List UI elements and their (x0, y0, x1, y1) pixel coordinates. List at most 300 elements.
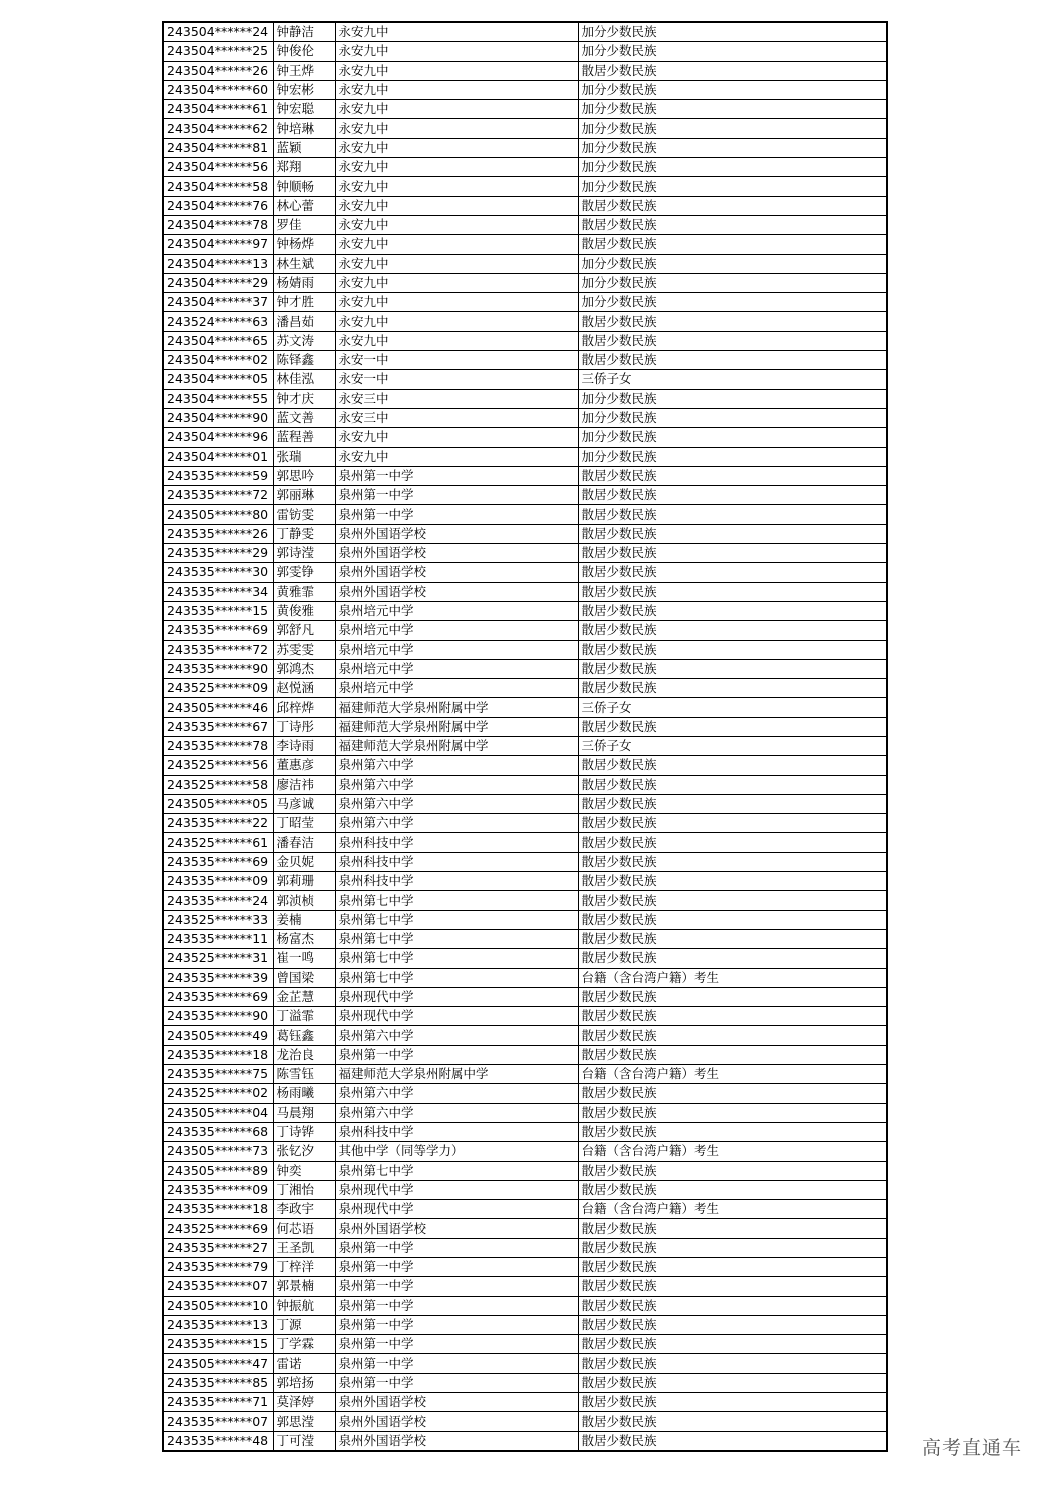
school-cell: 泉州外国语学校 (335, 544, 578, 563)
name-cell: 莫泽婷 (273, 1393, 335, 1412)
table-row (163, 1161, 887, 1180)
candidate-id-cell: 243535******90 (163, 659, 273, 678)
school-cell: 福建师范大学泉州附属中学 (335, 1065, 578, 1084)
table-row (163, 196, 887, 215)
candidate-table-body (163, 22, 887, 1451)
school-cell: 泉州第六中学 (335, 794, 578, 813)
candidate-id-cell: 243504******05 (163, 370, 273, 389)
category-cell: 散居少数民族 (578, 872, 887, 891)
name-cell: 钟杨烨 (273, 235, 335, 254)
table-row (163, 891, 887, 910)
school-cell: 永安九中 (335, 215, 578, 234)
candidate-id-cell: 243535******15 (163, 601, 273, 620)
name-cell: 郭培扬 (273, 1373, 335, 1392)
candidate-id-cell: 243504******96 (163, 428, 273, 447)
school-cell: 永安九中 (335, 80, 578, 99)
name-cell: 丁溢霏 (273, 1007, 335, 1026)
table-row (163, 100, 887, 119)
category-cell: 散居少数民族 (578, 756, 887, 775)
table-row (163, 351, 887, 370)
category-cell: 散居少数民族 (578, 1084, 887, 1103)
name-cell: 钟静洁 (273, 22, 335, 42)
table-row (163, 1431, 887, 1451)
candidate-id-cell: 243504******61 (163, 100, 273, 119)
school-cell: 泉州外国语学校 (335, 582, 578, 601)
candidate-id-cell: 243505******73 (163, 1142, 273, 1161)
name-cell: 雷钫雯 (273, 505, 335, 524)
name-cell: 葛钰鑫 (273, 1026, 335, 1045)
school-cell: 泉州培元中学 (335, 659, 578, 678)
table-row (163, 1373, 887, 1392)
school-cell: 泉州第一中学 (335, 505, 578, 524)
school-cell: 泉州第七中学 (335, 929, 578, 948)
category-cell: 加分少数民族 (578, 80, 887, 99)
name-cell: 郭浈桢 (273, 891, 335, 910)
name-cell: 郭舒凡 (273, 621, 335, 640)
table-row (163, 1180, 887, 1199)
table-row (163, 929, 887, 948)
candidate-id-cell: 243504******78 (163, 215, 273, 234)
school-cell: 永安一中 (335, 351, 578, 370)
candidate-id-cell: 243535******07 (163, 1412, 273, 1431)
candidate-id-cell: 243505******89 (163, 1161, 273, 1180)
school-cell: 福建师范大学泉州附属中学 (335, 736, 578, 755)
name-cell: 丁诗铧 (273, 1122, 335, 1141)
category-cell: 散居少数民族 (578, 794, 887, 813)
category-cell: 加分少数民族 (578, 254, 887, 273)
school-cell: 永安三中 (335, 389, 578, 408)
table-row (163, 312, 887, 331)
school-cell: 泉州第一中学 (335, 466, 578, 485)
name-cell: 黄俊雅 (273, 601, 335, 620)
candidate-id-cell: 243535******09 (163, 872, 273, 891)
table-row (163, 717, 887, 736)
name-cell: 钟俊伦 (273, 42, 335, 61)
candidate-id-cell: 243535******72 (163, 486, 273, 505)
name-cell: 钟奕 (273, 1161, 335, 1180)
table-row (163, 1142, 887, 1161)
name-cell: 郭雯铮 (273, 563, 335, 582)
table-row (163, 1296, 887, 1315)
category-cell: 散居少数民族 (578, 1431, 887, 1451)
candidate-id-cell: 243504******26 (163, 61, 273, 80)
school-cell: 泉州第七中学 (335, 968, 578, 987)
category-cell: 散居少数民族 (578, 524, 887, 543)
school-cell: 泉州第六中学 (335, 1103, 578, 1122)
name-cell: 李诗雨 (273, 736, 335, 755)
candidate-id-cell: 243505******05 (163, 794, 273, 813)
table-row (163, 119, 887, 138)
candidate-id-cell: 243535******09 (163, 1180, 273, 1199)
category-cell: 散居少数民族 (578, 775, 887, 794)
name-cell: 钟宏彬 (273, 80, 335, 99)
school-cell: 泉州第一中学 (335, 1354, 578, 1373)
table-row (163, 1393, 887, 1412)
candidate-id-cell: 243505******47 (163, 1354, 273, 1373)
category-cell: 散居少数民族 (578, 1412, 887, 1431)
table-row (163, 814, 887, 833)
candidate-id-cell: 243504******55 (163, 389, 273, 408)
category-cell: 加分少数民族 (578, 22, 887, 42)
name-cell: 杨富杰 (273, 929, 335, 948)
table-row (163, 1335, 887, 1354)
candidate-id-cell: 243504******97 (163, 235, 273, 254)
name-cell: 龙治良 (273, 1045, 335, 1064)
candidate-id-cell: 243504******29 (163, 273, 273, 292)
table-row (163, 331, 887, 350)
category-cell: 三侨子女 (578, 370, 887, 389)
name-cell: 马彦诚 (273, 794, 335, 813)
school-cell: 泉州第一中学 (335, 486, 578, 505)
table-row (163, 447, 887, 466)
name-cell: 郭景楠 (273, 1277, 335, 1296)
name-cell: 丁源 (273, 1315, 335, 1334)
name-cell: 钟培琳 (273, 119, 335, 138)
category-cell: 散居少数民族 (578, 312, 887, 331)
candidate-id-cell: 243525******33 (163, 910, 273, 929)
category-cell: 台籍（含台湾户籍）考生 (578, 1200, 887, 1219)
category-cell: 散居少数民族 (578, 1045, 887, 1064)
table-row (163, 968, 887, 987)
name-cell: 董惠彦 (273, 756, 335, 775)
category-cell: 三侨子女 (578, 698, 887, 717)
school-cell: 福建师范大学泉州附属中学 (335, 717, 578, 736)
category-cell: 散居少数民族 (578, 1373, 887, 1392)
name-cell: 罗佳 (273, 215, 335, 234)
school-cell: 泉州第一中学 (335, 1277, 578, 1296)
table-row (163, 1026, 887, 1045)
table-row (163, 736, 887, 755)
table-row (163, 486, 887, 505)
table-row (163, 389, 887, 408)
table-row (163, 1045, 887, 1064)
name-cell: 蓝程善 (273, 428, 335, 447)
candidate-id-cell: 243535******39 (163, 968, 273, 987)
category-cell: 散居少数民族 (578, 987, 887, 1006)
school-cell: 泉州第六中学 (335, 1084, 578, 1103)
name-cell: 赵悦涵 (273, 679, 335, 698)
table-row (163, 1277, 887, 1296)
table-row (163, 544, 887, 563)
school-cell: 泉州第六中学 (335, 756, 578, 775)
candidate-id-cell: 243505******49 (163, 1026, 273, 1045)
category-cell: 散居少数民族 (578, 949, 887, 968)
name-cell: 丁静雯 (273, 524, 335, 543)
school-cell: 永安九中 (335, 22, 578, 42)
name-cell: 郭鸿杰 (273, 659, 335, 678)
category-cell: 散居少数民族 (578, 679, 887, 698)
name-cell: 丁诗彤 (273, 717, 335, 736)
table-row (163, 640, 887, 659)
category-cell: 散居少数民族 (578, 196, 887, 215)
candidate-id-cell: 243525******69 (163, 1219, 273, 1238)
name-cell: 钟才胜 (273, 293, 335, 312)
category-cell: 散居少数民族 (578, 1296, 887, 1315)
school-cell: 泉州科技中学 (335, 833, 578, 852)
candidate-id-cell: 243535******13 (163, 1315, 273, 1334)
category-cell: 散居少数民族 (578, 1277, 887, 1296)
category-cell: 三侨子女 (578, 736, 887, 755)
school-cell: 泉州第一中学 (335, 1238, 578, 1257)
name-cell: 郑翔 (273, 158, 335, 177)
table-row (163, 621, 887, 640)
name-cell: 金贝妮 (273, 852, 335, 871)
candidate-id-cell: 243535******18 (163, 1200, 273, 1219)
name-cell: 钟王烨 (273, 61, 335, 80)
school-cell: 永安九中 (335, 312, 578, 331)
name-cell: 钟宏聪 (273, 100, 335, 119)
name-cell: 蓝颖 (273, 138, 335, 157)
category-cell: 散居少数民族 (578, 929, 887, 948)
candidate-id-cell: 243504******24 (163, 22, 273, 42)
candidate-id-cell: 243535******26 (163, 524, 273, 543)
category-cell: 散居少数民族 (578, 215, 887, 234)
category-cell: 加分少数民族 (578, 177, 887, 196)
candidate-id-cell: 243535******68 (163, 1122, 273, 1141)
school-cell: 泉州培元中学 (335, 640, 578, 659)
table-row (163, 370, 887, 389)
table-row (163, 1238, 887, 1257)
name-cell: 潘春洁 (273, 833, 335, 852)
candidate-id-cell: 243504******60 (163, 80, 273, 99)
table-row (163, 987, 887, 1006)
table-row (163, 1122, 887, 1141)
candidate-id-cell: 243535******72 (163, 640, 273, 659)
category-cell: 散居少数民族 (578, 1103, 887, 1122)
name-cell: 张瑞 (273, 447, 335, 466)
name-cell: 林心蕾 (273, 196, 335, 215)
school-cell: 泉州第六中学 (335, 775, 578, 794)
table-row (163, 949, 887, 968)
category-cell: 加分少数民族 (578, 408, 887, 427)
table-row (163, 428, 887, 447)
candidate-id-cell: 243535******75 (163, 1065, 273, 1084)
category-cell: 散居少数民族 (578, 621, 887, 640)
candidate-id-cell: 243535******30 (163, 563, 273, 582)
category-cell: 散居少数民族 (578, 235, 887, 254)
school-cell: 永安九中 (335, 254, 578, 273)
table-row (163, 1354, 887, 1373)
category-cell: 散居少数民族 (578, 814, 887, 833)
name-cell: 丁昭莹 (273, 814, 335, 833)
name-cell: 郭诗滢 (273, 544, 335, 563)
candidate-table (162, 21, 888, 1452)
name-cell: 马晨翔 (273, 1103, 335, 1122)
table-row (163, 679, 887, 698)
candidate-id-cell: 243504******58 (163, 177, 273, 196)
table-row (163, 158, 887, 177)
school-cell: 永安九中 (335, 158, 578, 177)
school-cell: 泉州第一中学 (335, 1258, 578, 1277)
category-cell: 散居少数民族 (578, 659, 887, 678)
candidate-id-cell: 243535******15 (163, 1335, 273, 1354)
school-cell: 泉州外国语学校 (335, 1431, 578, 1451)
name-cell: 苏文涛 (273, 331, 335, 350)
school-cell: 永安九中 (335, 447, 578, 466)
school-cell: 永安九中 (335, 331, 578, 350)
category-cell: 加分少数民族 (578, 389, 887, 408)
candidate-id-cell: 243505******80 (163, 505, 273, 524)
school-cell: 永安九中 (335, 235, 578, 254)
school-cell: 永安九中 (335, 100, 578, 119)
table-row (163, 794, 887, 813)
table-row (163, 254, 887, 273)
candidate-id-cell: 243525******02 (163, 1084, 273, 1103)
category-cell: 台籍（含台湾户籍）考生 (578, 968, 887, 987)
table-row (163, 466, 887, 485)
school-cell: 泉州外国语学校 (335, 1412, 578, 1431)
school-cell: 泉州第一中学 (335, 1296, 578, 1315)
table-row (163, 698, 887, 717)
candidate-id-cell: 243535******48 (163, 1431, 273, 1451)
category-cell: 散居少数民族 (578, 640, 887, 659)
name-cell: 陈铎鑫 (273, 351, 335, 370)
name-cell: 钟振航 (273, 1296, 335, 1315)
candidate-id-cell: 243535******11 (163, 929, 273, 948)
school-cell: 永安九中 (335, 138, 578, 157)
category-cell: 散居少数民族 (578, 910, 887, 929)
name-cell: 林佳泓 (273, 370, 335, 389)
table-row (163, 1219, 887, 1238)
category-cell: 散居少数民族 (578, 466, 887, 485)
name-cell: 丁湘怡 (273, 1180, 335, 1199)
category-cell: 散居少数民族 (578, 505, 887, 524)
category-cell: 散居少数民族 (578, 717, 887, 736)
table-row (163, 833, 887, 852)
category-cell: 散居少数民族 (578, 833, 887, 852)
name-cell: 张钇汐 (273, 1142, 335, 1161)
candidate-id-cell: 243535******29 (163, 544, 273, 563)
table-row (163, 273, 887, 292)
school-cell: 泉州第一中学 (335, 1045, 578, 1064)
category-cell: 台籍（含台湾户籍）考生 (578, 1065, 887, 1084)
candidate-id-cell: 243505******46 (163, 698, 273, 717)
candidate-id-cell: 243535******85 (163, 1373, 273, 1392)
category-cell: 散居少数民族 (578, 1258, 887, 1277)
category-cell: 散居少数民族 (578, 1007, 887, 1026)
category-cell: 散居少数民族 (578, 852, 887, 871)
table-row (163, 293, 887, 312)
school-cell: 泉州外国语学校 (335, 1219, 578, 1238)
candidate-id-cell: 243535******22 (163, 814, 273, 833)
candidate-id-cell: 243535******69 (163, 987, 273, 1006)
table-row (163, 1258, 887, 1277)
name-cell: 蓝文善 (273, 408, 335, 427)
table-row (163, 1103, 887, 1122)
table-row (163, 563, 887, 582)
name-cell: 郭丽琳 (273, 486, 335, 505)
school-cell: 泉州现代中学 (335, 1007, 578, 1026)
category-cell: 加分少数民族 (578, 100, 887, 119)
candidate-id-cell: 243535******90 (163, 1007, 273, 1026)
table-row (163, 61, 887, 80)
school-cell: 泉州培元中学 (335, 601, 578, 620)
category-cell: 加分少数民族 (578, 158, 887, 177)
candidate-id-cell: 243535******78 (163, 736, 273, 755)
candidate-id-cell: 243504******25 (163, 42, 273, 61)
category-cell: 加分少数民族 (578, 447, 887, 466)
category-cell: 散居少数民族 (578, 351, 887, 370)
name-cell: 丁学霖 (273, 1335, 335, 1354)
candidate-id-cell: 243535******24 (163, 891, 273, 910)
category-cell: 散居少数民族 (578, 601, 887, 620)
name-cell: 金芷慧 (273, 987, 335, 1006)
school-cell: 泉州培元中学 (335, 621, 578, 640)
school-cell: 泉州科技中学 (335, 872, 578, 891)
candidate-id-cell: 243505******10 (163, 1296, 273, 1315)
table-row (163, 408, 887, 427)
school-cell: 永安九中 (335, 428, 578, 447)
table-row (163, 1084, 887, 1103)
school-cell: 泉州现代中学 (335, 1180, 578, 1199)
candidate-id-cell: 243525******58 (163, 775, 273, 794)
school-cell: 泉州第一中学 (335, 1335, 578, 1354)
table-row (163, 852, 887, 871)
name-cell: 钟才庆 (273, 389, 335, 408)
school-cell: 永安九中 (335, 273, 578, 292)
candidate-id-cell: 243525******09 (163, 679, 273, 698)
name-cell: 丁梓洋 (273, 1258, 335, 1277)
name-cell: 苏雯雯 (273, 640, 335, 659)
name-cell: 崔一鸣 (273, 949, 335, 968)
school-cell: 泉州第七中学 (335, 1161, 578, 1180)
name-cell: 杨婧雨 (273, 273, 335, 292)
school-cell: 永安九中 (335, 196, 578, 215)
school-cell: 泉州第一中学 (335, 1315, 578, 1334)
table-row (163, 1315, 887, 1334)
name-cell: 黄雅霏 (273, 582, 335, 601)
category-cell: 散居少数民族 (578, 563, 887, 582)
category-cell: 散居少数民族 (578, 1026, 887, 1045)
school-cell: 永安九中 (335, 293, 578, 312)
category-cell: 散居少数民族 (578, 1335, 887, 1354)
candidate-id-cell: 243535******59 (163, 466, 273, 485)
school-cell: 泉州第一中学 (335, 1373, 578, 1392)
school-cell: 泉州第七中学 (335, 891, 578, 910)
candidate-id-cell: 243504******37 (163, 293, 273, 312)
name-cell: 陈雪钰 (273, 1065, 335, 1084)
table-row (163, 1007, 887, 1026)
candidate-id-cell: 243535******71 (163, 1393, 273, 1412)
candidate-id-cell: 243504******62 (163, 119, 273, 138)
table-row (163, 775, 887, 794)
name-cell: 廖洁祎 (273, 775, 335, 794)
name-cell: 潘昌茹 (273, 312, 335, 331)
category-cell: 散居少数民族 (578, 1122, 887, 1141)
candidate-id-cell: 243535******27 (163, 1238, 273, 1257)
category-cell: 散居少数民族 (578, 1393, 887, 1412)
school-cell: 泉州现代中学 (335, 1200, 578, 1219)
candidate-id-cell: 243535******07 (163, 1277, 273, 1296)
category-cell: 散居少数民族 (578, 61, 887, 80)
table-row (163, 177, 887, 196)
school-cell: 永安九中 (335, 42, 578, 61)
table-row (163, 601, 887, 620)
candidate-id-cell: 243535******67 (163, 717, 273, 736)
table-row (163, 582, 887, 601)
category-cell: 散居少数民族 (578, 891, 887, 910)
name-cell: 曾国梁 (273, 968, 335, 987)
school-cell: 其他中学（同等学力） (335, 1142, 578, 1161)
name-cell: 郭思吟 (273, 466, 335, 485)
name-cell: 姜楠 (273, 910, 335, 929)
candidate-id-cell: 243535******34 (163, 582, 273, 601)
category-cell: 散居少数民族 (578, 331, 887, 350)
candidate-id-cell: 243525******31 (163, 949, 273, 968)
name-cell: 钟顺畅 (273, 177, 335, 196)
candidate-id-cell: 243535******18 (163, 1045, 273, 1064)
name-cell: 邱梓烨 (273, 698, 335, 717)
